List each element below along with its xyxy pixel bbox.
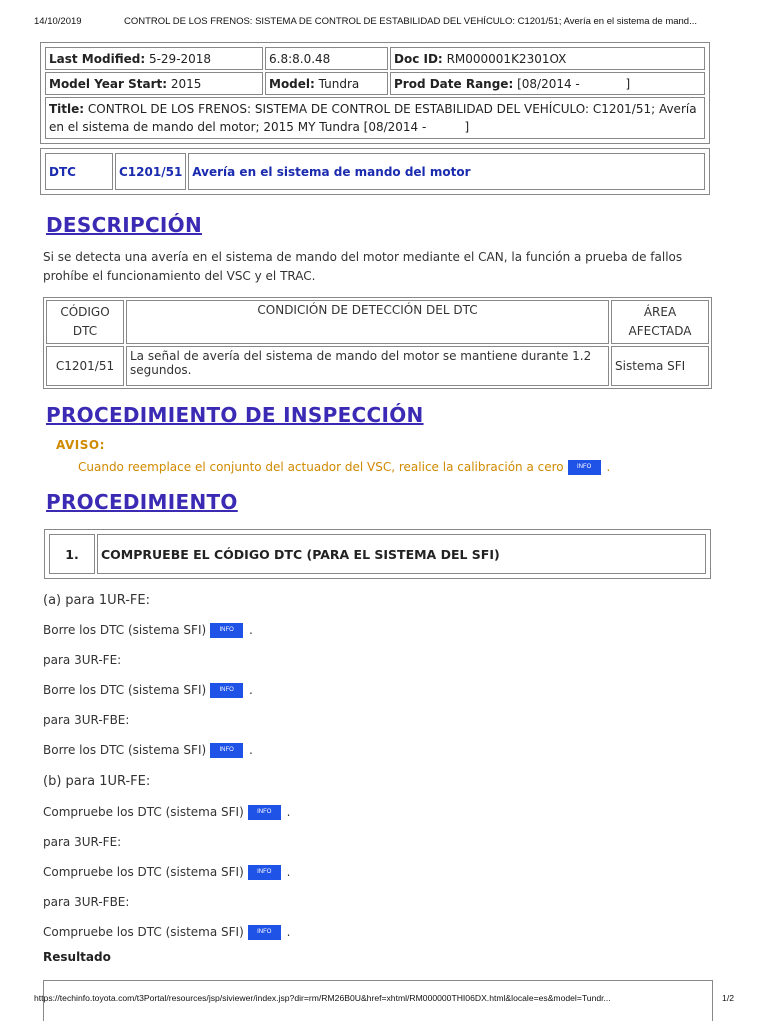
list-item (43, 743, 253, 758)
prod-date-value: [08/2014 - ] (517, 76, 631, 91)
step-text: Compruebe los DTC (sistema SFI) (43, 865, 244, 879)
substep-a-label: (a) para 1UR-FE: (43, 593, 150, 608)
list-item (43, 805, 290, 820)
info-button[interactable]: INFO (210, 683, 243, 698)
title-cell (45, 97, 705, 139)
last-modified-value: 5-29-2018 (148, 51, 212, 66)
resultado-label: Resultado (43, 950, 111, 964)
period: . (286, 865, 291, 879)
model-label: Model: (269, 76, 315, 91)
header-condicion: CONDICIÓN DE DETECCIÓN DEL DTC (126, 300, 609, 344)
step-text: Compruebe los DTC (sistema SFI) (43, 925, 244, 939)
list-item (43, 865, 290, 880)
period: . (286, 925, 291, 939)
version-cell (265, 47, 388, 70)
inspeccion-heading: PROCEDIMIENTO DE INSPECCIÓN (46, 403, 424, 427)
last-modified-cell (45, 47, 263, 70)
model-year-cell (45, 72, 263, 95)
header-codigo: CÓDIGO DTC (46, 300, 124, 344)
model-value: Tundra (318, 76, 360, 91)
dtc-description: Avería en el sistema de mando del motor (188, 153, 705, 190)
variant-label: para 3UR-FBE: (43, 895, 130, 909)
table-header-row (46, 300, 709, 344)
page-number: 1/2 (722, 993, 734, 1003)
title-label: Title: (49, 102, 85, 116)
title-value: CONTROL DE LOS FRENOS: SISTEMA DE CONTROL DE ESTABILIDAD DEL VEHÍCULO: C1201/51; Avería en el sistema de mando del motor; 2015 MY Tundra [08/2014 - ] (49, 102, 701, 134)
cell-codigo: C1201/51 (46, 346, 124, 386)
print-title: CONTROL DE LOS FRENOS: SISTEMA DE CONTROL DE ESTABILIDAD DEL VEHÍCULO: C1201/51; Avería en el sistema de mand... (124, 16, 698, 27)
variant-label: para 3UR-FE: (43, 653, 122, 667)
cell-condicion: La señal de avería del sistema de mando del motor se mantiene durante 1.2 segundos. (126, 346, 609, 386)
procedimiento-heading: PROCEDIMIENTO (46, 490, 238, 514)
period: . (249, 743, 253, 757)
step-text: Borre los DTC (sistema SFI) (43, 743, 207, 757)
model-cell (265, 72, 388, 95)
last-modified-label: Last Modified: (49, 51, 146, 66)
step-header (44, 529, 711, 579)
step-number: 1. (49, 534, 95, 574)
table-row (46, 346, 709, 386)
version-value: 6.8:8.0.48 (269, 51, 331, 66)
dtc-label: DTC (45, 153, 113, 190)
variant-label: para 3UR-FBE: (43, 713, 130, 727)
descripcion-heading: DESCRIPCIÓN (46, 213, 203, 237)
header-area: ÁREA AFECTADA (611, 300, 709, 344)
aviso-text-line (78, 460, 610, 475)
period: . (286, 805, 291, 819)
period: . (249, 683, 253, 697)
model-year-label: Model Year Start: (49, 76, 168, 91)
model-year-value: 2015 (170, 76, 202, 91)
list-item (43, 623, 253, 638)
doc-id-value: RM000001K2301OX (446, 51, 567, 66)
prod-date-cell (390, 72, 705, 95)
info-button[interactable]: INFO (248, 925, 281, 940)
list-item (43, 925, 290, 940)
prod-date-label: Prod Date Range: (394, 76, 514, 91)
condition-table (43, 297, 712, 389)
list-item (43, 683, 253, 698)
print-date: 14/10/2019 (34, 16, 82, 27)
period: . (606, 460, 611, 474)
info-button[interactable]: INFO (248, 865, 281, 880)
dtc-code: C1201/51 (115, 153, 186, 190)
step-text: Borre los DTC (sistema SFI) (43, 623, 207, 637)
aviso-text: Cuando reemplace el conjunto del actuador del VSC, realice la calibración a cero (78, 460, 564, 474)
step-text: Compruebe los DTC (sistema SFI) (43, 805, 244, 819)
period: . (249, 623, 253, 637)
substep-b-label: (b) para 1UR-FE: (43, 774, 151, 789)
descripcion-text: Si se detecta una avería en el sistema de mando del motor mediante el CAN, la función a prueba de fallos prohíbe el funcionamiento del VSC y el TRAC. (43, 250, 683, 283)
cell-area: Sistema SFI (611, 346, 709, 386)
document-metadata (40, 42, 710, 144)
variant-label: para 3UR-FE: (43, 835, 122, 849)
info-button[interactable]: INFO (248, 805, 281, 820)
doc-id-label: Doc ID: (394, 51, 443, 66)
aviso-label: AVISO: (56, 438, 105, 452)
print-url: https://techinfo.toyota.com/t3Portal/resources/jsp/siviewer/index.jsp?dir=rm/RM26B0U&href=xhtml/RM000000THI06DX.html&locale=es&model=Tundr... (34, 993, 611, 1003)
info-button[interactable]: INFO (210, 743, 243, 758)
step-title: COMPRUEBE EL CÓDIGO DTC (PARA EL SISTEMA DEL SFI) (97, 534, 706, 574)
info-button[interactable]: INFO (568, 460, 601, 475)
step-text: Borre los DTC (sistema SFI) (43, 683, 207, 697)
dtc-header (40, 148, 710, 195)
info-button[interactable]: INFO (210, 623, 243, 638)
doc-id-cell (390, 47, 705, 70)
